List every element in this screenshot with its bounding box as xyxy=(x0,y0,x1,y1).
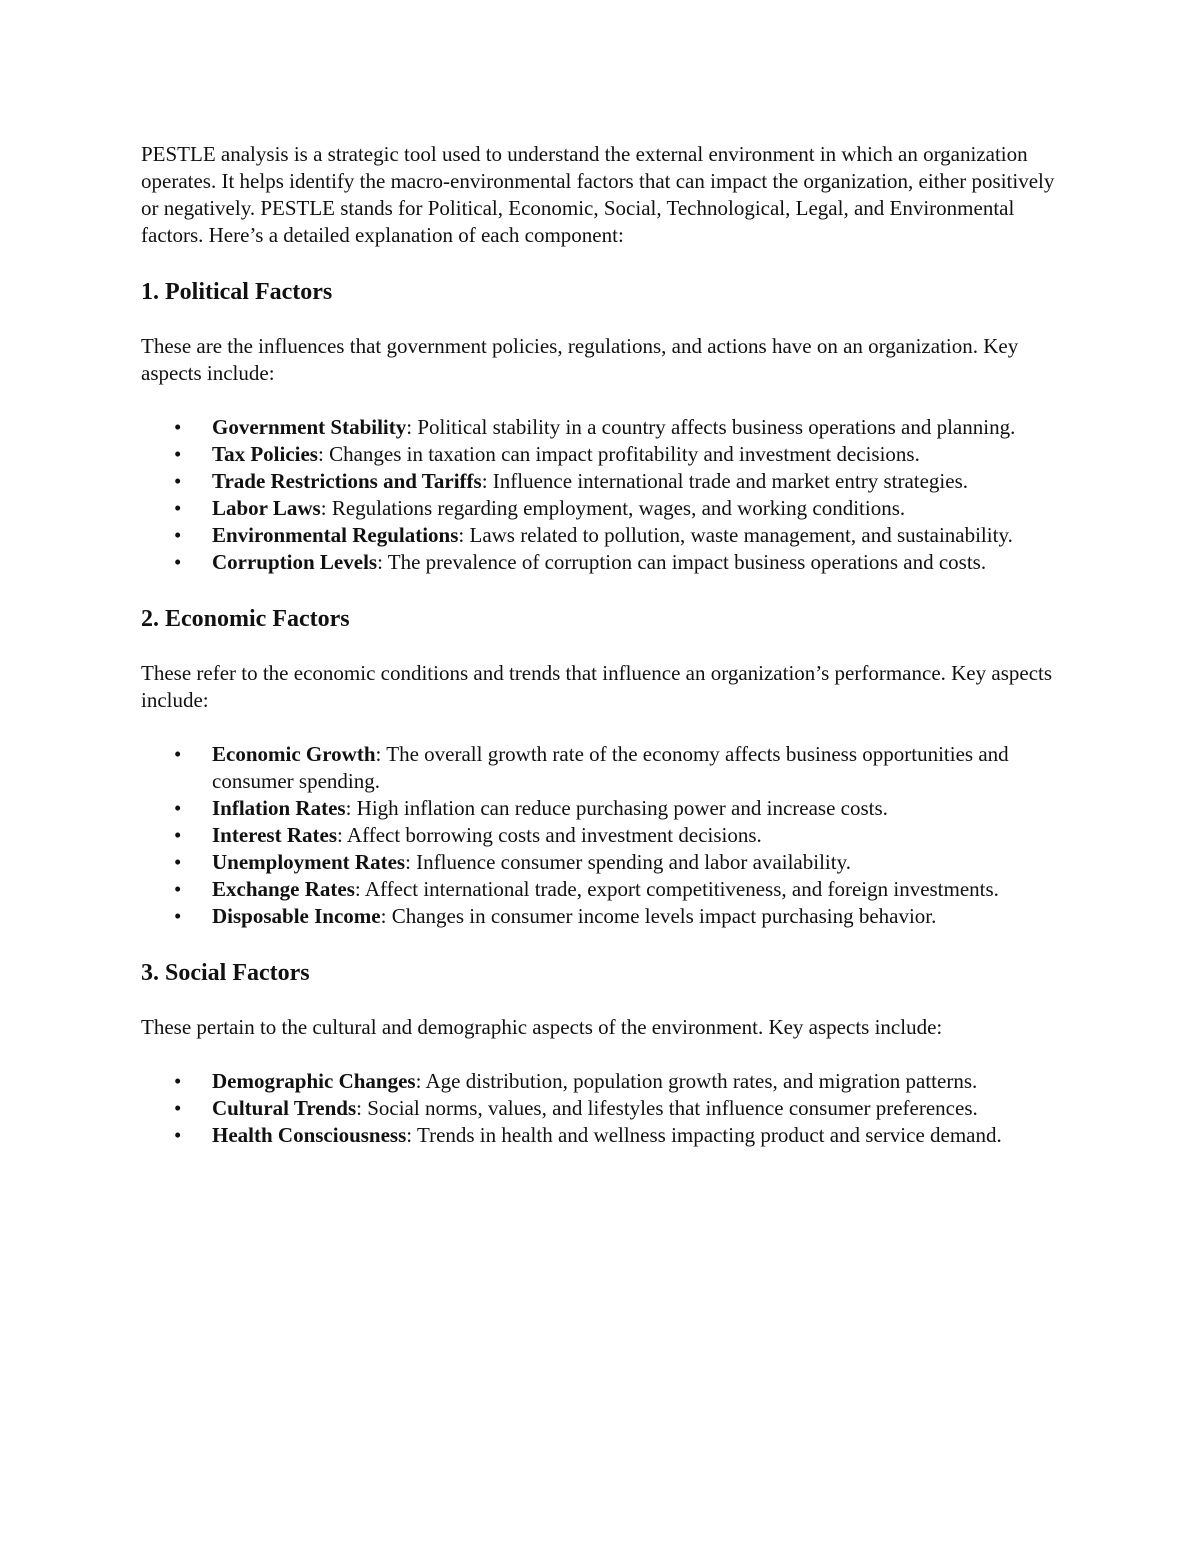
list-item-text: : Affect international trade, export competitiveness, and foreign investments. xyxy=(354,877,999,901)
list-item xyxy=(141,903,1061,930)
bullet-icon: • xyxy=(174,823,182,847)
list-item xyxy=(141,1122,1061,1149)
list-item-term: Health Consciousness xyxy=(212,1123,407,1147)
bullet-icon: • xyxy=(174,415,182,439)
list-item-text: : Changes in taxation can impact profitability and investment decisions. xyxy=(317,442,920,466)
list-item-text: : High inflation can reduce purchasing power and increase costs. xyxy=(345,796,888,820)
bullet-icon: • xyxy=(174,442,182,466)
list-item-term: Environmental Regulations xyxy=(212,523,459,547)
list-item-text: : Social norms, values, and lifestyles that influence consumer preferences. xyxy=(356,1096,978,1120)
list-item-text: : Political stability in a country affects business operations and planning. xyxy=(406,415,1016,439)
list-item xyxy=(141,549,1061,576)
bullet-icon: • xyxy=(174,523,182,547)
list-item-text: : Regulations regarding employment, wages, and working conditions. xyxy=(320,496,906,520)
list-item xyxy=(141,849,1061,876)
list-item-text: : Trends in health and wellness impacting product and service demand. xyxy=(406,1123,1002,1147)
intro-paragraph: PESTLE analysis is a strategic tool used to understand the external environment in which an organization operates. It helps identify the macro-environmental factors that can impact the organization, either positively or negatively. PESTLE stands for Political, Economic, Social, Technological, Legal, and Environmental factors. Here’s a detailed explanation of each component: xyxy=(141,142,1055,247)
list-item xyxy=(141,876,1061,903)
list-item-term: Labor Laws xyxy=(212,496,321,520)
list-item-term: Unemployment Rates xyxy=(212,850,406,874)
list-item-text: : Influence consumer spending and labor availability. xyxy=(405,850,851,874)
bullet-icon: • xyxy=(174,850,182,874)
list-item-term: Interest Rates xyxy=(212,823,337,847)
social-factors-list xyxy=(141,1068,1061,1149)
list-item xyxy=(141,414,1061,441)
section-heading-economic: 2. Economic Factors xyxy=(141,606,350,632)
list-item-term: Exchange Rates xyxy=(212,877,355,901)
document-page xyxy=(141,141,1061,1149)
section-description-political: These are the influences that government policies, regulations, and actions have on an organization. Key aspects include: xyxy=(141,334,1019,385)
list-item-text: : Influence international trade and market entry strategies. xyxy=(481,469,968,493)
section-description-social: These pertain to the cultural and demographic aspects of the environment. Key aspects include: xyxy=(141,1015,943,1039)
section-heading-political: 1. Political Factors xyxy=(141,279,333,305)
list-item-term: Government Stability xyxy=(212,415,407,439)
political-factors-list xyxy=(141,414,1061,576)
list-item xyxy=(141,822,1061,849)
bullet-icon: • xyxy=(174,877,182,901)
list-item-term: Tax Policies xyxy=(212,442,318,466)
bullet-icon: • xyxy=(174,469,182,493)
list-item-term: Corruption Levels xyxy=(212,550,378,574)
list-item-term: Trade Restrictions and Tariffs xyxy=(212,469,482,493)
list-item xyxy=(141,468,1061,495)
list-item xyxy=(141,441,1061,468)
list-item-term: Disposable Income xyxy=(212,904,381,928)
bullet-icon: • xyxy=(174,550,182,574)
list-item-text: : Affect borrowing costs and investment decisions. xyxy=(337,823,762,847)
list-item-term: Demographic Changes xyxy=(212,1069,416,1093)
list-item-text: : Changes in consumer income levels impact purchasing behavior. xyxy=(380,904,937,928)
list-item xyxy=(141,522,1061,549)
list-item-text: : The overall growth rate of the economy affects business opportunities and consumer spending. xyxy=(212,742,1009,793)
list-item-text: : Age distribution, population growth rates, and migration patterns. xyxy=(415,1069,978,1093)
bullet-icon: • xyxy=(174,1069,182,1093)
bullet-icon: • xyxy=(174,496,182,520)
bullet-icon: • xyxy=(174,1123,182,1147)
list-item-term: Economic Growth xyxy=(212,742,376,766)
list-item-text: : Laws related to pollution, waste management, and sustainability. xyxy=(458,523,1013,547)
list-item xyxy=(141,495,1061,522)
economic-factors-list xyxy=(141,741,1061,930)
list-item xyxy=(141,795,1061,822)
list-item-term: Inflation Rates xyxy=(212,796,346,820)
list-item-text: : The prevalence of corruption can impact business operations and costs. xyxy=(377,550,987,574)
bullet-icon: • xyxy=(174,1096,182,1120)
list-item-term: Cultural Trends xyxy=(212,1096,357,1120)
section-heading-social: 3. Social Factors xyxy=(141,960,310,986)
list-item xyxy=(141,741,1061,795)
bullet-icon: • xyxy=(174,796,182,820)
section-description-economic: These refer to the economic conditions and trends that influence an organization’s performance. Key aspects include: xyxy=(141,661,1053,712)
bullet-icon: • xyxy=(174,904,182,928)
list-item xyxy=(141,1095,1061,1122)
bullet-icon: • xyxy=(174,742,182,766)
list-item xyxy=(141,1068,1061,1095)
